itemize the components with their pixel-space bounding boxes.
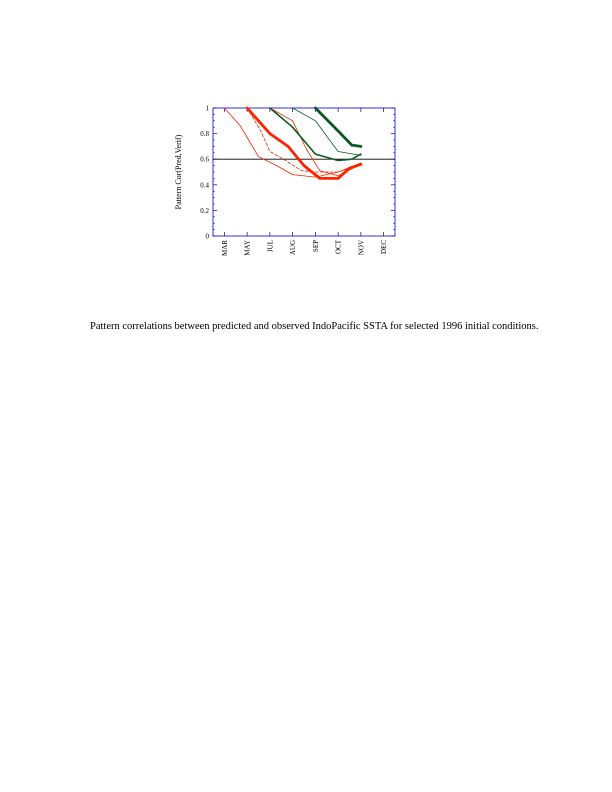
plot-frame (213, 108, 395, 236)
x-tick-label: SEP (311, 240, 320, 253)
y-tick-label: 0.4 (200, 181, 209, 190)
series-line-4 (247, 108, 361, 178)
x-tick-label: MAY (243, 240, 252, 256)
y-axis-title: Pattern Cor(Pred,Verif) (174, 134, 183, 210)
x-tick-label: NOV (357, 240, 366, 256)
x-tick-label: JUL (266, 240, 275, 253)
x-tick-label: AUG (289, 240, 298, 256)
series-line-7 (315, 108, 361, 146)
figure-caption: Pattern correlations between predicted and observed IndoPacific SSTA for selected 1996 initial conditions. (90, 321, 539, 332)
x-tick-label: DEC (380, 240, 389, 254)
x-tick-label: MAR (220, 240, 229, 256)
x-tick-label: OCT (334, 240, 343, 254)
y-tick-label: 0.8 (200, 130, 209, 139)
series-line-5 (293, 108, 361, 155)
y-tick-label: 1 (205, 104, 209, 113)
series-line-1 (224, 108, 361, 177)
y-tick-label: 0.6 (200, 155, 209, 164)
y-tick-label: 0 (205, 232, 209, 241)
chart-svg (160, 95, 410, 270)
y-tick-label: 0.2 (200, 206, 209, 215)
chart (160, 95, 410, 270)
